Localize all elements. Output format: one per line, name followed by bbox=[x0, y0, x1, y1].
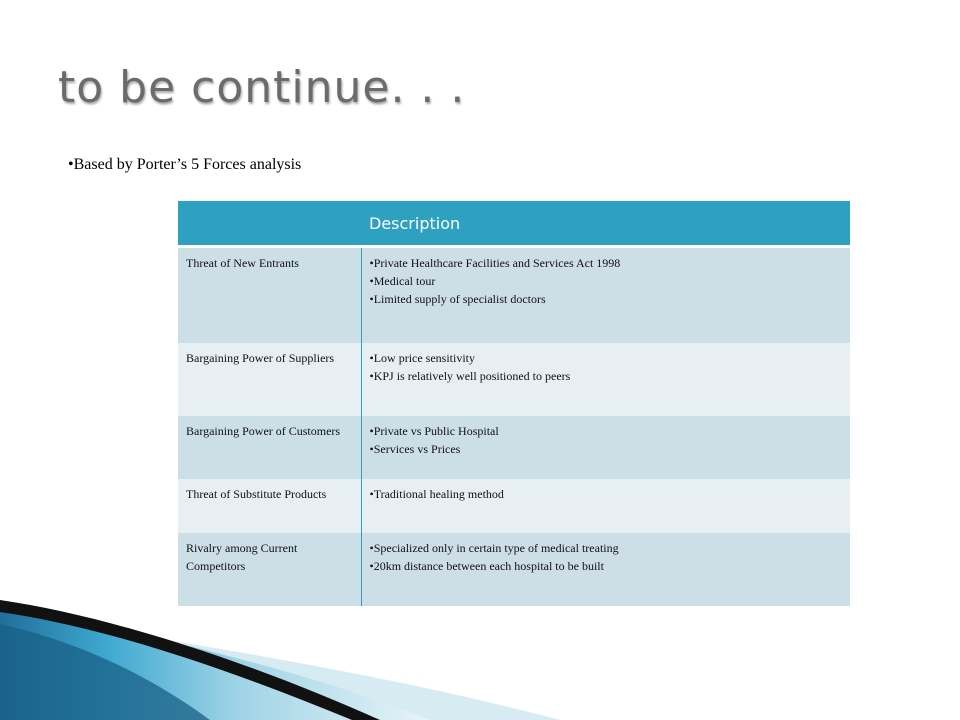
subtitle-text: Based by Porter’s 5 Forces analysis bbox=[73, 156, 302, 173]
description-cell bbox=[361, 416, 850, 479]
force-cell: Bargaining Power of Customers bbox=[178, 416, 361, 479]
description-list bbox=[370, 422, 843, 458]
header-cell-description: Description bbox=[361, 201, 850, 247]
list-item: • Services vs Prices bbox=[370, 440, 843, 458]
description-cell bbox=[361, 343, 850, 416]
table-row bbox=[178, 479, 850, 533]
table-row bbox=[178, 343, 850, 416]
porter-forces-table bbox=[178, 201, 850, 606]
list-item: • KPJ is relatively well positioned to peers bbox=[370, 367, 843, 385]
table-header-row bbox=[178, 201, 850, 247]
force-cell: Threat of Substitute Products bbox=[178, 479, 361, 533]
header-cell-force bbox=[178, 201, 361, 247]
list-item: • Medical tour bbox=[370, 272, 843, 290]
description-list bbox=[370, 254, 843, 308]
description-list bbox=[370, 485, 843, 503]
force-cell: Threat of New Entrants bbox=[178, 247, 361, 343]
description-list bbox=[370, 539, 843, 575]
list-item: • Limited supply of specialist doctors bbox=[370, 290, 843, 308]
description-cell bbox=[361, 247, 850, 343]
subtitle-bullet: •Based by Porter’s 5 Forces analysis bbox=[68, 156, 302, 173]
slide-title: to be continue. . . bbox=[58, 62, 466, 113]
table-row bbox=[178, 416, 850, 479]
list-item: • Private Healthcare Facilities and Services Act 1998 bbox=[370, 254, 843, 272]
description-cell bbox=[361, 479, 850, 533]
list-item: • Private vs Public Hospital bbox=[370, 422, 843, 440]
list-item: • Specialized only in certain type of medical treating bbox=[370, 539, 843, 557]
list-item: • Traditional healing method bbox=[370, 485, 843, 503]
force-cell: Rivalry among Current Competitors bbox=[178, 533, 361, 606]
force-cell: Bargaining Power of Suppliers bbox=[178, 343, 361, 416]
description-list bbox=[370, 349, 843, 385]
table-row bbox=[178, 247, 850, 343]
list-item: • Low price sensitivity bbox=[370, 349, 843, 367]
list-item: • 20km distance between each hospital to be built bbox=[370, 557, 843, 575]
decorative-swoosh bbox=[0, 590, 960, 720]
